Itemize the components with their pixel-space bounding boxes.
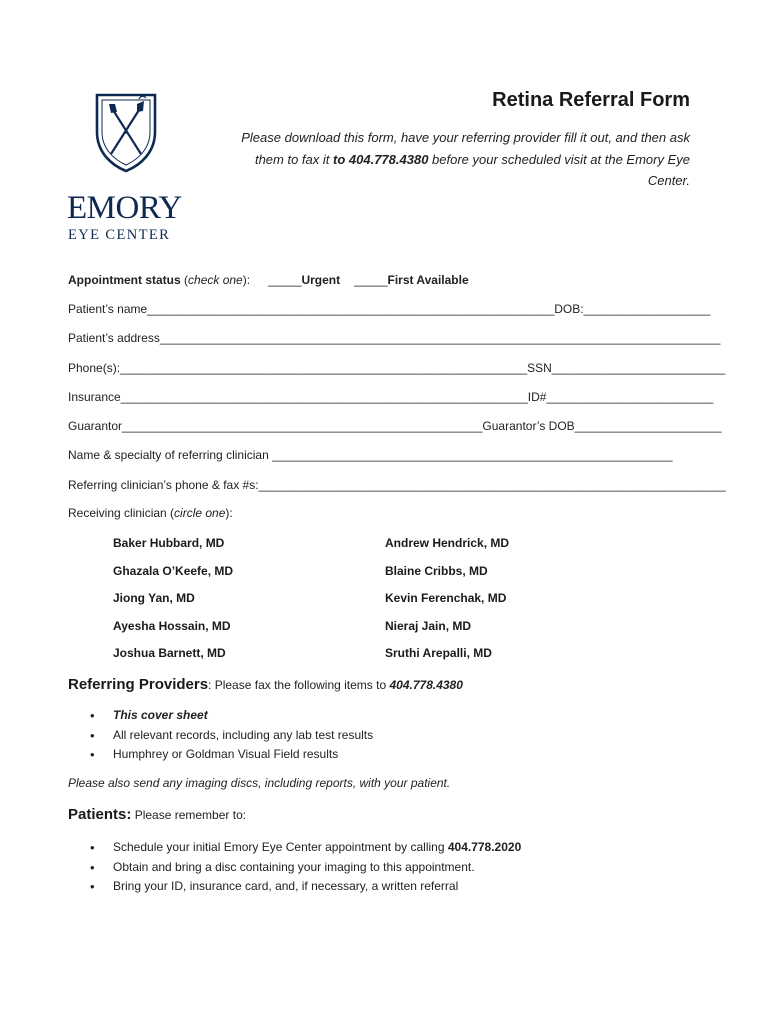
list-item: • Bring your ID, insurance card, and, if necessary, a written referral (90, 877, 521, 897)
clinician-option[interactable]: Kevin Ferenchak, MD (385, 591, 507, 605)
logo-subtitle: EYE CENTER (68, 227, 171, 243)
patients-heading: Patients: (68, 806, 132, 823)
instructions-text-2: before your scheduled visit at the Emory Eye Center. (428, 151, 690, 188)
clinician-option[interactable]: Joshua Barnett, MD (113, 646, 226, 660)
first-available-blank[interactable]: _____ (354, 273, 388, 287)
clinician-option[interactable]: Jiong Yan, MD (113, 591, 195, 605)
referring-providers-text: : Please fax the following items to (208, 678, 390, 692)
referring-providers-heading: Referring Providers (68, 676, 209, 693)
form-instructions (220, 127, 690, 192)
appointment-status-label: Appointment status (68, 273, 181, 287)
patients-section (68, 806, 246, 823)
appointment-paren-open: ( (180, 273, 189, 287)
clinician-option[interactable]: Blaine Cribbs, MD (385, 564, 488, 578)
list-item-text: This cover sheet (113, 708, 208, 722)
imaging-note: Please also send any imaging discs, including reports, with your patient. (68, 776, 451, 790)
receiving-clinician-label (68, 507, 233, 519)
logo-wordmark: EMORY (67, 190, 182, 226)
list-item: • Humphrey or Goldman Visual Field results (90, 745, 373, 765)
emory-shield-icon (94, 92, 158, 174)
list-item: • All relevant records, including any lab test results (90, 726, 373, 746)
receiving-label-close: ): (225, 506, 233, 520)
provider-items-list (90, 706, 373, 765)
urgent-option[interactable]: Urgent (301, 273, 341, 287)
first-available-option[interactable]: First Available (387, 273, 469, 287)
guarantor-field[interactable]: Guarantor______________________________________________________Guarantor’s DOB______________________ (68, 419, 722, 433)
clinician-option[interactable]: Ayesha Hossain, MD (113, 619, 231, 633)
clinician-option[interactable]: Baker Hubbard, MD (113, 536, 225, 550)
form-title: Retina Referral Form (492, 89, 690, 111)
insurance-field[interactable]: Insurance_____________________________________________________________ID#_________________________ (68, 390, 714, 404)
patient-address-field[interactable]: Patient’s address____________________________________________________________________________________ (68, 331, 721, 345)
list-item (90, 706, 373, 726)
receiving-label-text: Receiving clinician ( (68, 506, 175, 520)
referring-clinician-phone-field[interactable]: Referring clinician’s phone & fax #s:______________________________________________________________________ (68, 478, 726, 492)
urgent-blank[interactable]: _____ (268, 273, 302, 287)
appointment-phone: 404.778.2020 (447, 840, 522, 854)
receiving-hint: circle one (174, 506, 226, 520)
referring-providers-fax: 404.778.4380 (389, 678, 463, 692)
clinician-option[interactable]: Andrew Hendrick, MD (385, 536, 510, 550)
appointment-paren-close: ): (242, 273, 251, 287)
instructions-fax-number: to 404.778.4380 (333, 151, 429, 167)
clinician-option[interactable]: Nieraj Jain, MD (385, 619, 472, 633)
clinician-option[interactable]: Ghazala O’Keefe, MD (113, 564, 234, 578)
list-item: • Obtain and bring a disc containing your imaging to this appointment. (90, 858, 521, 878)
patient-name-field[interactable]: Patient’s name_____________________________________________________________DOB:___________________ (68, 302, 711, 316)
clinician-option[interactable]: Sruthi Arepalli, MD (385, 646, 492, 660)
list-item (90, 838, 521, 858)
patient-items-list (90, 838, 521, 897)
referring-providers-section (68, 676, 463, 693)
list-item-text: Schedule your initial Emory Eye Center appointment by calling (113, 840, 448, 854)
appointment-status-row (68, 274, 469, 286)
phone-field[interactable]: Phone(s):_____________________________________________________________SSN__________________________ (68, 361, 726, 375)
instructions-text-1: Please download this form, have your referring provider fill it out, and then ask them to fax it (241, 130, 690, 167)
patients-text: Please remember to: (131, 808, 247, 822)
appointment-hint: check one (188, 273, 243, 287)
referring-clinician-name-field[interactable]: Name & specialty of referring clinician ____________________________________________________________ (68, 448, 673, 462)
